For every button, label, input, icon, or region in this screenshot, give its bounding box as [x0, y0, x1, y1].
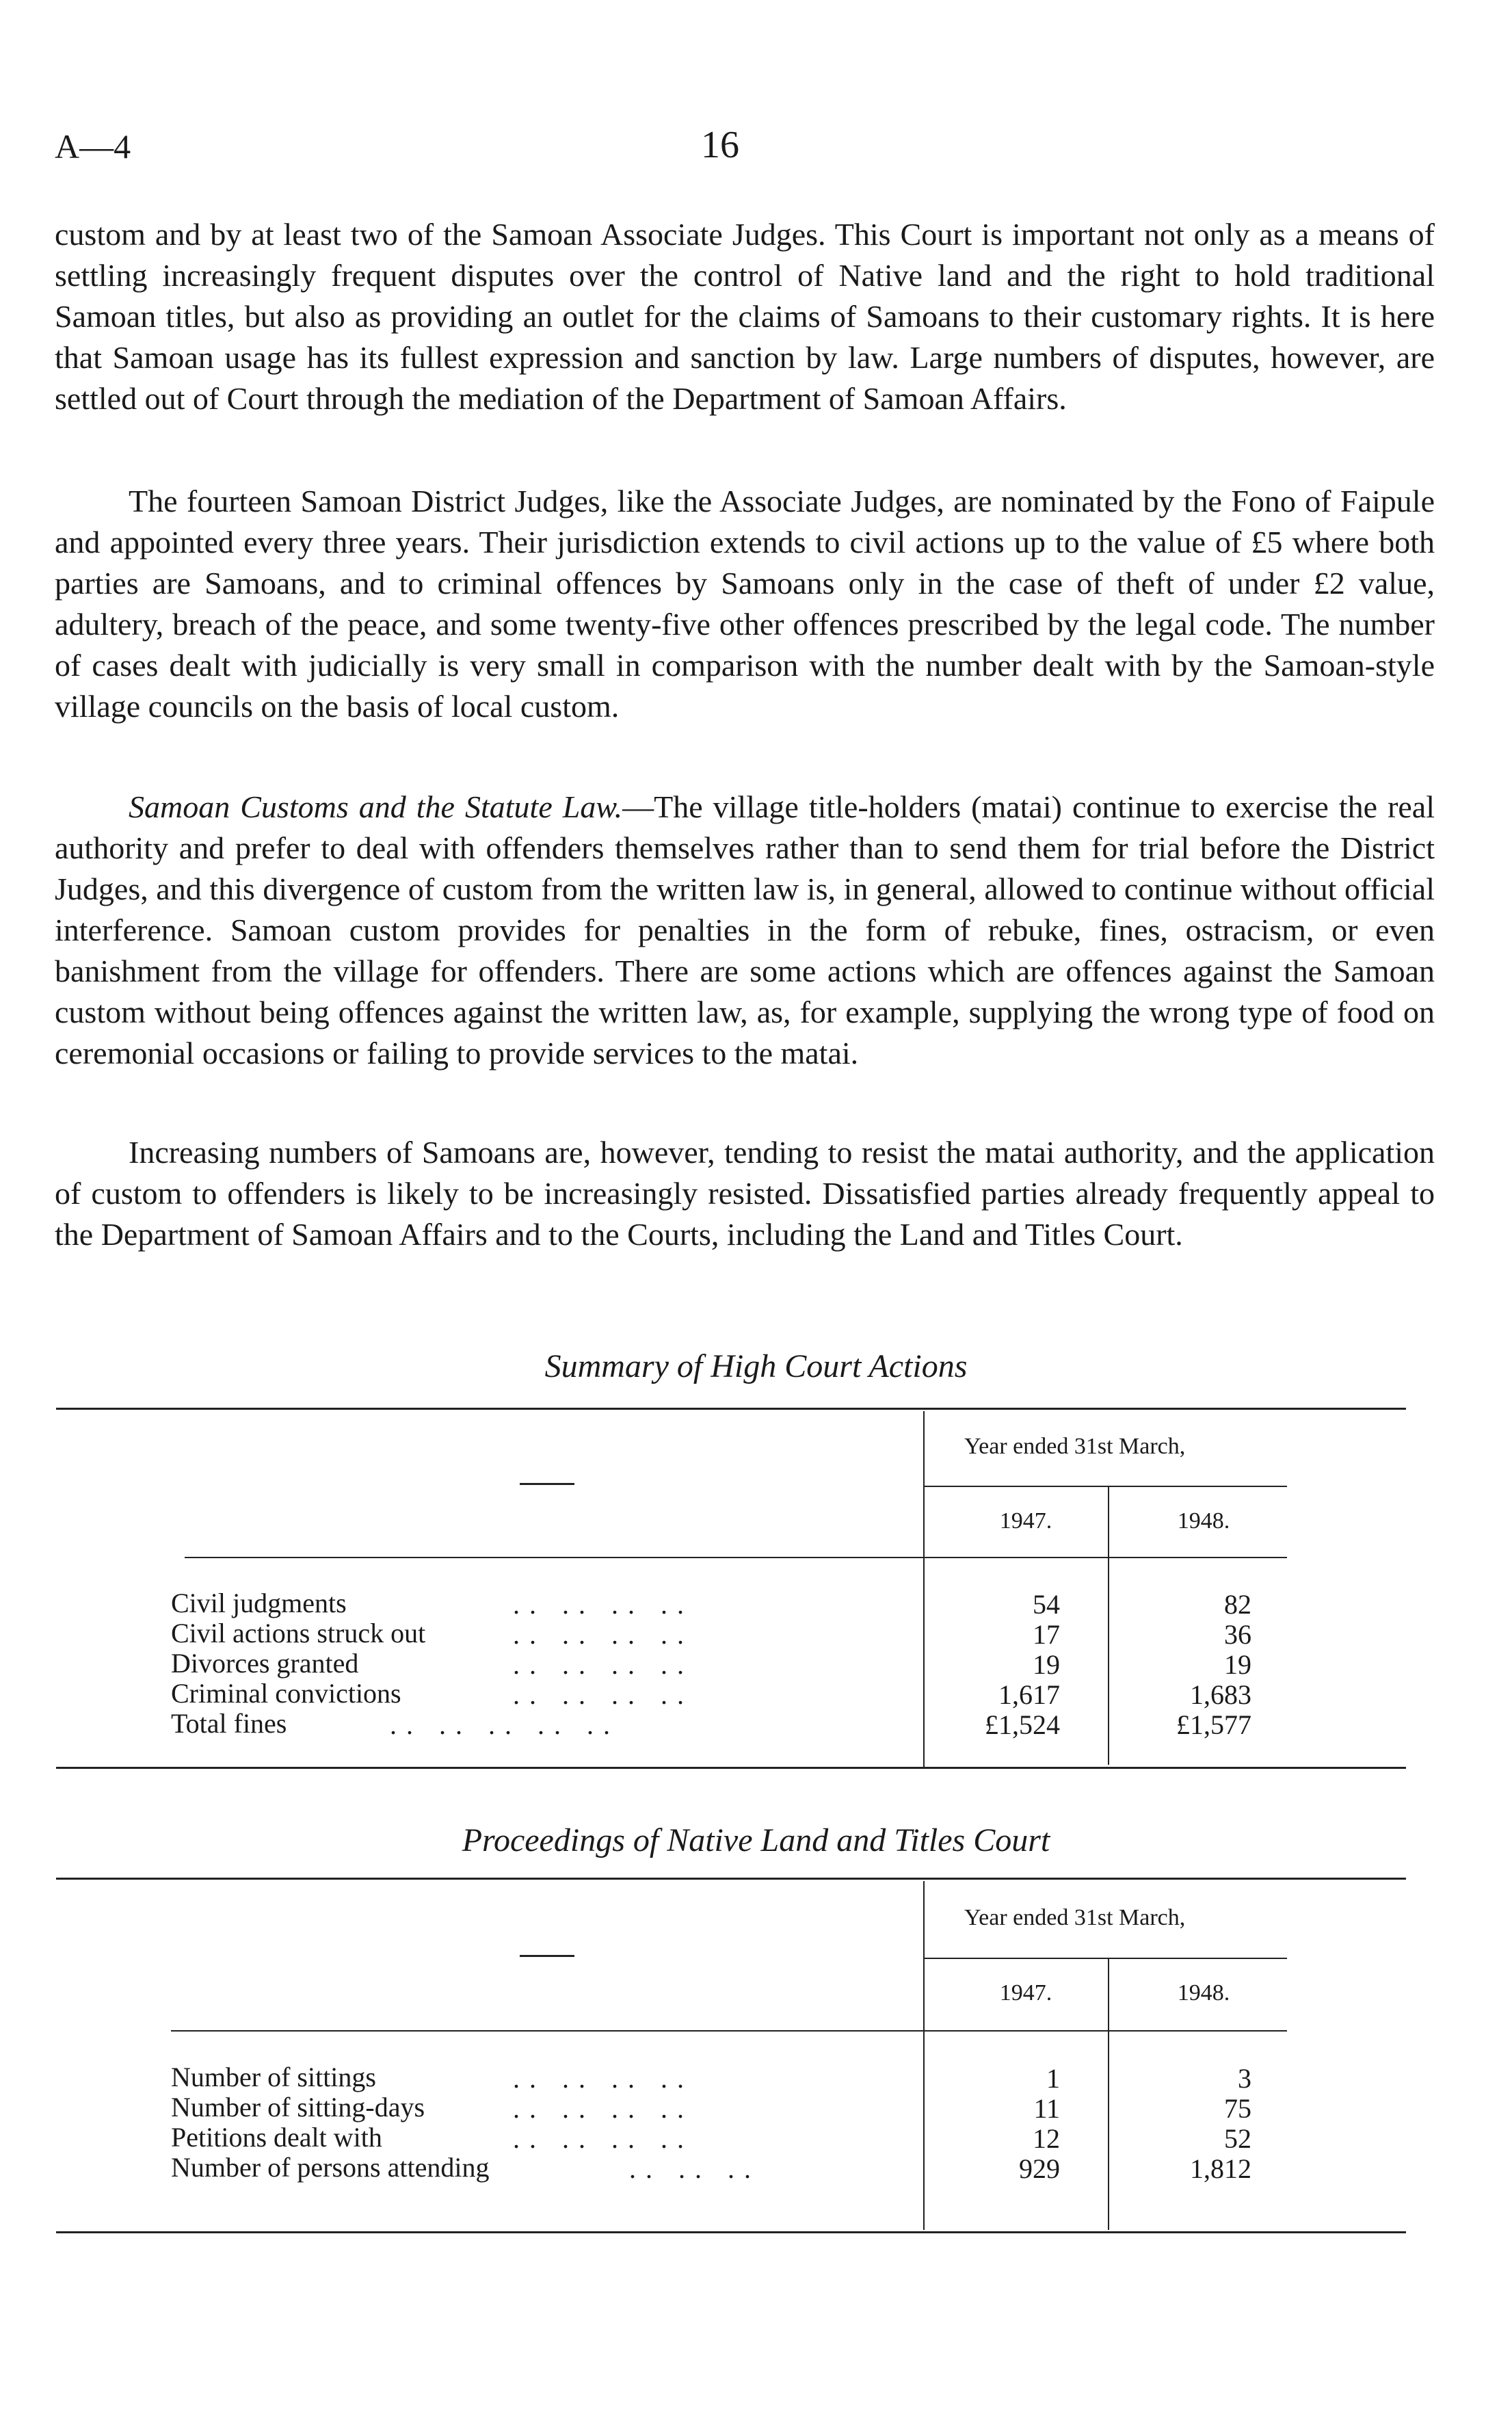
- table-1-row-value-1948: £1,577: [1176, 1709, 1251, 1740]
- table-2-row-label: Number of sitting-days: [171, 2092, 425, 2123]
- table-1-col-divider: [1108, 1487, 1109, 1765]
- table-1-group-rule: [925, 1486, 1287, 1487]
- paragraph-3-text: [55, 787, 1435, 1074]
- table-2-row-label: Number of persons attending: [171, 2152, 490, 2183]
- table-2-header-rule: [171, 2030, 1287, 2032]
- table-2-row-dots: . . . . . . . .: [513, 2063, 685, 2094]
- paragraph-3: [55, 787, 1435, 1074]
- table-1-header-rule: [185, 1557, 1287, 1558]
- table-2-row-value-1947: 929: [1019, 2153, 1060, 2184]
- table-1-row-dots: . . . . . . . .: [513, 1589, 685, 1620]
- table-2-vertical-rule: [923, 1881, 925, 2230]
- table-1-row-label: Civil judgments: [171, 1588, 347, 1618]
- table-2-bottom-rule: [56, 2231, 1406, 2233]
- table-1-row-value-1948: 19: [1224, 1649, 1251, 1680]
- table-1-title: Summary of High Court Actions: [544, 1348, 968, 1384]
- table-2-title: Proceedings of Native Land and Titles Court: [462, 1822, 1050, 1858]
- table-2-stub-header: [520, 1955, 574, 1957]
- table-1-row-label: Criminal convictions: [171, 1678, 401, 1709]
- table-1-row-value-1947: 1,617: [998, 1679, 1060, 1710]
- table-1-row-value-1948: 1,683: [1190, 1679, 1251, 1710]
- table-1-row-label: Total fines: [171, 1708, 287, 1739]
- table-2-col-1947: 1947.: [999, 1980, 1052, 2006]
- paragraph-2-text: The fourteen Samoan District Judges, like the Associate Judges, are nominated by the Fono of Faipule and appointed every three years. Their jurisdiction extends to civil actions up to the value of £5 where both parties are Samoans, and to criminal offences by Samoans only in the case of theft of under £2 value, adultery, breach of the peace, and some twenty-five other offences prescribed by the legal code. The number of cases dealt with judicially is very small in comparison with the number dealt with by the Samoan-style village councils on the basis of local custom.: [55, 484, 1435, 724]
- table-1-row-label: Civil actions struck out: [171, 1618, 426, 1648]
- table-2-row-dots: . . . . . . . .: [513, 2123, 685, 2154]
- table-2-row-value-1948: 3: [1238, 2063, 1251, 2094]
- table-1-row-dots: . . . . . . . .: [513, 1649, 685, 1680]
- table-2-row-dots: . . . . . . . .: [513, 2093, 685, 2124]
- table-2-row-dots: . . . . . .: [629, 2153, 752, 2184]
- table-1-bottom-rule: [56, 1767, 1406, 1769]
- table-2-row-value-1948: 1,812: [1190, 2153, 1251, 2184]
- paragraph-3-body: —The village title-holders (matai) continue to exercise the real authority and prefer to deal with offenders themselves rather than to send them for trial before the District Judges, and this divergence of custom from the written law is, in general, allowed to continue without official interference. Samoan custom provides for penalties in the form of rebuke, fines, ostracism, or even banishment from the village for offenders. There are some actions which are offences against the Samoan custom without being offences against the written law, as, for example, supplying the wrong type of food on ceremonial occasions or failing to provide services to the matai.: [55, 789, 1435, 1070]
- table-2-col-1948: 1948.: [1177, 1980, 1230, 2006]
- table-1-col-1947: 1947.: [999, 1508, 1052, 1534]
- paragraph-4: [55, 1132, 1435, 1255]
- table-2-group-header: Year ended 31st March,: [964, 1905, 1186, 1930]
- paragraph-4-text: Increasing numbers of Samoans are, however, tending to resist the matai authority, and the application of custom to offenders is likely to be increasingly resisted. Dissatisfied parties already frequently appeal to the Department of Samoan Affairs and to the Courts, including the Land and Titles Court.: [55, 1135, 1435, 1252]
- table-1-top-rule: [56, 1408, 1406, 1410]
- table-2-row-value-1947: 11: [1033, 2093, 1060, 2124]
- table-1-row-value-1947: £1,524: [985, 1709, 1060, 1740]
- table-1-row-value-1947: 17: [1033, 1619, 1060, 1650]
- table-2-col-divider: [1108, 1959, 1109, 2230]
- table-2-group-rule: [925, 1958, 1287, 1959]
- table-1-stub-header: [520, 1483, 574, 1485]
- table-2-row-value-1948: 52: [1224, 2123, 1251, 2154]
- table-1-group-header: Year ended 31st March,: [964, 1434, 1186, 1459]
- table-1-col-1948: 1948.: [1177, 1508, 1230, 1534]
- table-1-row-value-1948: 36: [1224, 1619, 1251, 1650]
- table-2-row-value-1948: 75: [1224, 2093, 1251, 2124]
- table-2-row-label: Petitions dealt with: [171, 2122, 382, 2153]
- table-1-row-value-1948: 82: [1224, 1589, 1251, 1620]
- document-reference: A—4: [55, 127, 131, 166]
- table-1-row-dots: . . . . . . . .: [513, 1619, 685, 1650]
- table-1-row-value-1947: 19: [1033, 1649, 1060, 1680]
- section-heading: Samoan Customs and the Statute Law.: [129, 789, 623, 824]
- table-1-row-label: Divorces granted: [171, 1648, 359, 1679]
- table-2-row-value-1947: 1: [1046, 2063, 1060, 2094]
- table-2-top-rule: [56, 1878, 1406, 1880]
- table-2-row-value-1947: 12: [1033, 2123, 1060, 2154]
- table-1-row-value-1947: 54: [1033, 1589, 1060, 1620]
- table-1-row-dots: . . . . . . . .: [513, 1679, 685, 1710]
- table-1-vertical-rule: [923, 1411, 925, 1767]
- table-2-row-label: Number of sittings: [171, 2062, 376, 2092]
- page-number: 16: [701, 124, 739, 166]
- paragraph-2: [55, 481, 1435, 727]
- paragraph-1: [55, 214, 1435, 419]
- paragraph-1-text: custom and by at least two of the Samoan Associate Judges. This Court is important not only as a means of settling increasingly frequent disputes over the control of Native land and the right to hold traditional Samoan titles, but also as providing an outlet for the claims of Samoans to their customary rights. It is here that Samoan usage has its fullest expression and sanction by law. Large numbers of disputes, however, are settled out of Court through the mediation of the Department of Samoan Affairs.: [55, 217, 1435, 416]
- table-1-row-dots: . . . . . . . . . .: [390, 1709, 611, 1740]
